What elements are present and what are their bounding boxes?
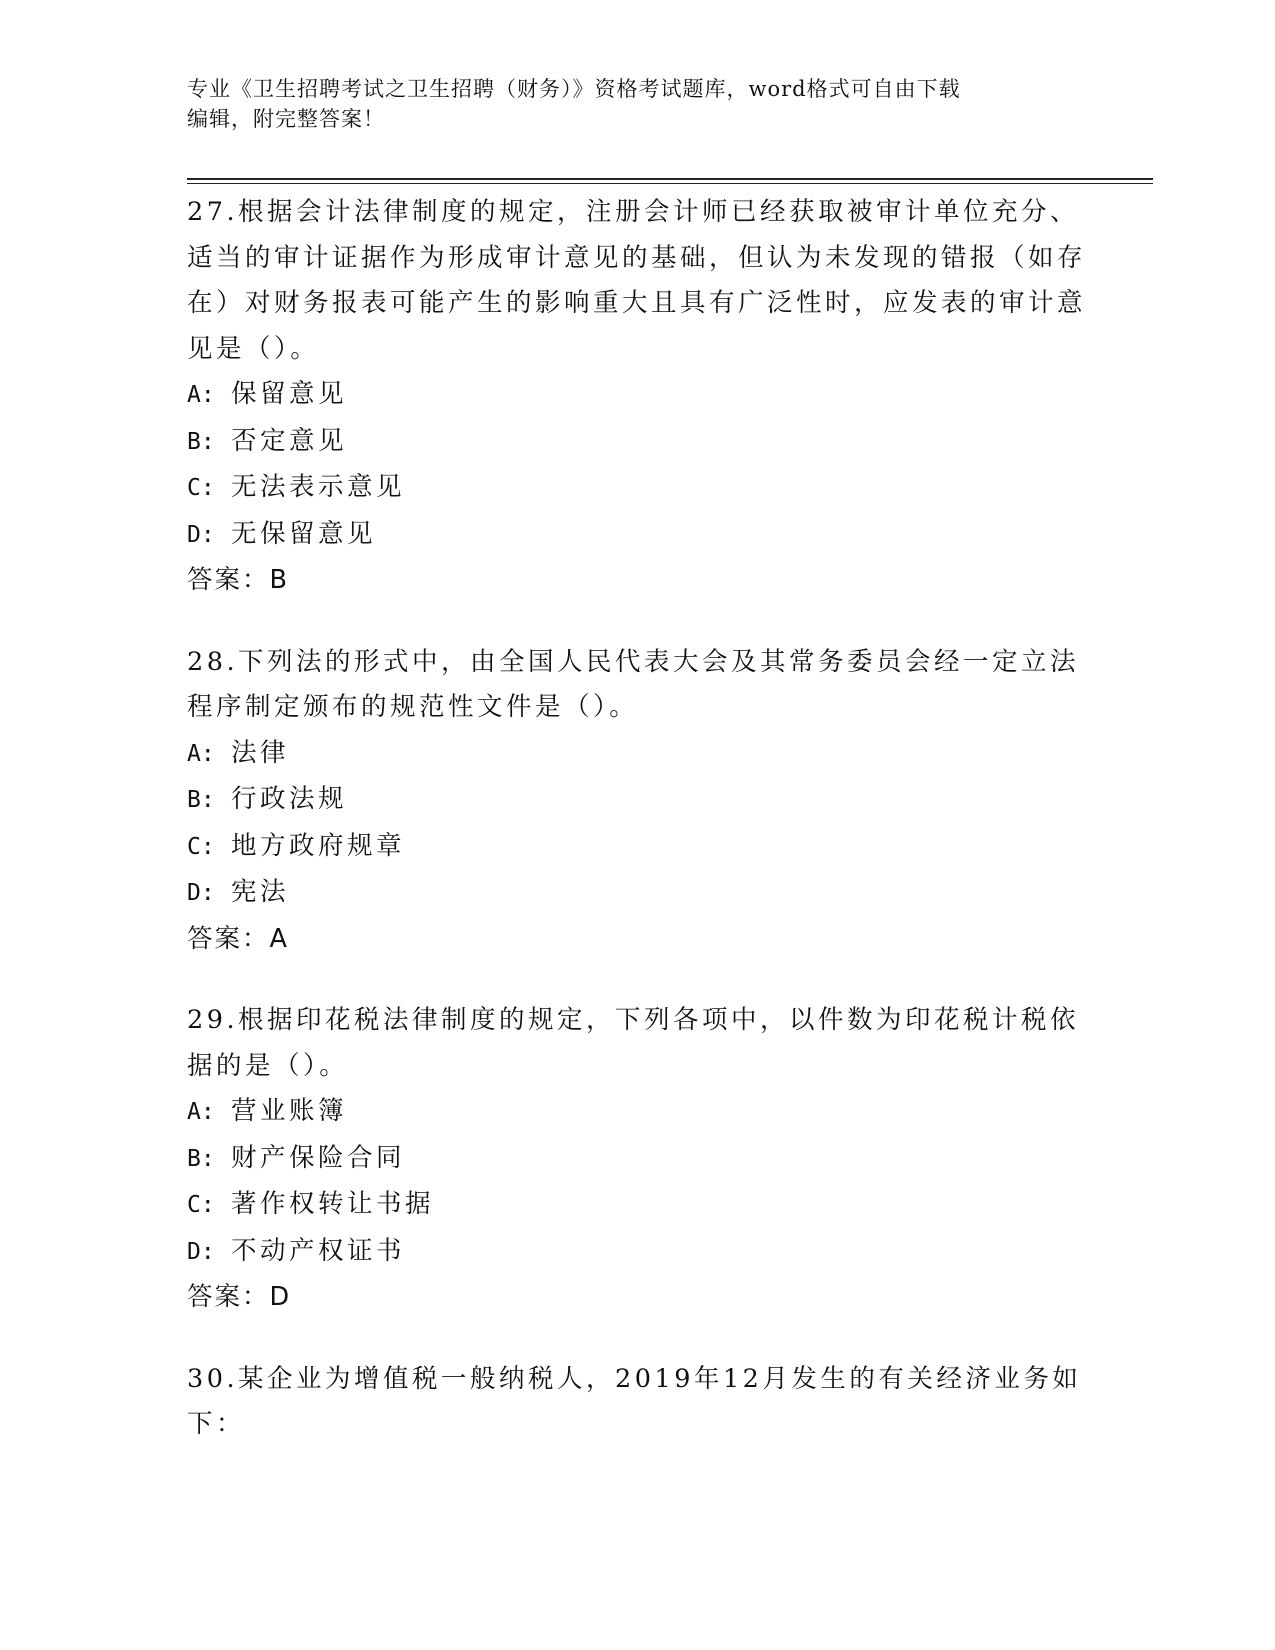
answer-line: 答案：D: [187, 1282, 292, 1312]
option-text: 财产保险合同: [231, 1142, 406, 1173]
option-c: [187, 465, 1087, 512]
question-text: 30.某企业为增值税一般纳税人，2019年12月发生的有关经济业务如下：: [187, 1363, 1082, 1439]
option-key: D:: [187, 880, 215, 906]
option-key: C:: [187, 475, 215, 501]
question-30: [187, 1357, 1087, 1448]
option-a: [187, 372, 1087, 419]
option-b: [187, 1136, 1087, 1183]
answer-line: 答案：A: [187, 923, 289, 954]
question-list: [187, 190, 1087, 1484]
header-divider-thin: [187, 183, 1153, 184]
option-text: 无法表示意见: [231, 472, 406, 502]
question-29: [187, 998, 1087, 1321]
question-text: 27.根据会计法律制度的规定，注册会计师已经获取被审计单位充分、适当的审计证据作为形成审计意见的基础，但认为未发现的错报（如存在）对财务报表可能产生的影响重大且具有广泛性时，应发表的审计意见是（）。: [187, 197, 1087, 364]
option-text: 宪法: [231, 877, 290, 907]
option-c: [187, 1182, 1087, 1229]
option-key: D:: [187, 1238, 215, 1265]
option-a: [187, 1089, 1087, 1136]
question-27: [187, 190, 1087, 604]
option-text: 营业账簿: [231, 1096, 348, 1126]
option-d: [187, 1229, 1087, 1276]
option-key: A:: [187, 1099, 215, 1125]
option-text: 无保留意见: [231, 518, 377, 549]
option-key: C:: [187, 1192, 215, 1218]
option-key: B:: [187, 428, 215, 455]
option-text: 地方政府规章: [231, 830, 406, 861]
question-text: 28.下列法的形式中，由全国人民代表大会及其常务委员会经一定立法程序制定颁布的规范性文件是（）。: [187, 646, 1080, 722]
option-d: [187, 512, 1087, 559]
option-key: A:: [187, 382, 215, 408]
header-line-1: 专业《卫生招聘考试之卫生招聘（财务）》资格考试题库，word格式可自由下载: [187, 77, 961, 101]
option-a: [187, 731, 1087, 778]
header-line-2: 编辑，附完整答案！: [187, 107, 385, 131]
option-c: [187, 824, 1087, 871]
answer-line: 答案：B: [187, 565, 289, 595]
option-text: 行政法规: [231, 784, 348, 814]
option-key: D:: [187, 521, 215, 548]
document-header: [187, 74, 1087, 134]
option-text: 不动产权证书: [231, 1235, 406, 1266]
option-text: 著作权转让书据: [231, 1189, 435, 1219]
option-key: B:: [187, 787, 215, 813]
question-text: 29.根据印花税法律制度的规定，下列各项中，以件数为印花税计税依据的是（）。: [187, 1005, 1080, 1081]
question-28: [187, 640, 1087, 963]
option-key: C:: [187, 833, 215, 860]
option-text: 否定意见: [231, 425, 348, 456]
option-b: [187, 419, 1087, 466]
header-divider-thick: [187, 178, 1153, 180]
option-text: 保留意见: [231, 379, 348, 409]
option-text: 法律: [231, 737, 290, 768]
option-b: [187, 777, 1087, 824]
option-key: A:: [187, 740, 215, 767]
option-key: B:: [187, 1145, 215, 1172]
option-d: [187, 870, 1087, 917]
